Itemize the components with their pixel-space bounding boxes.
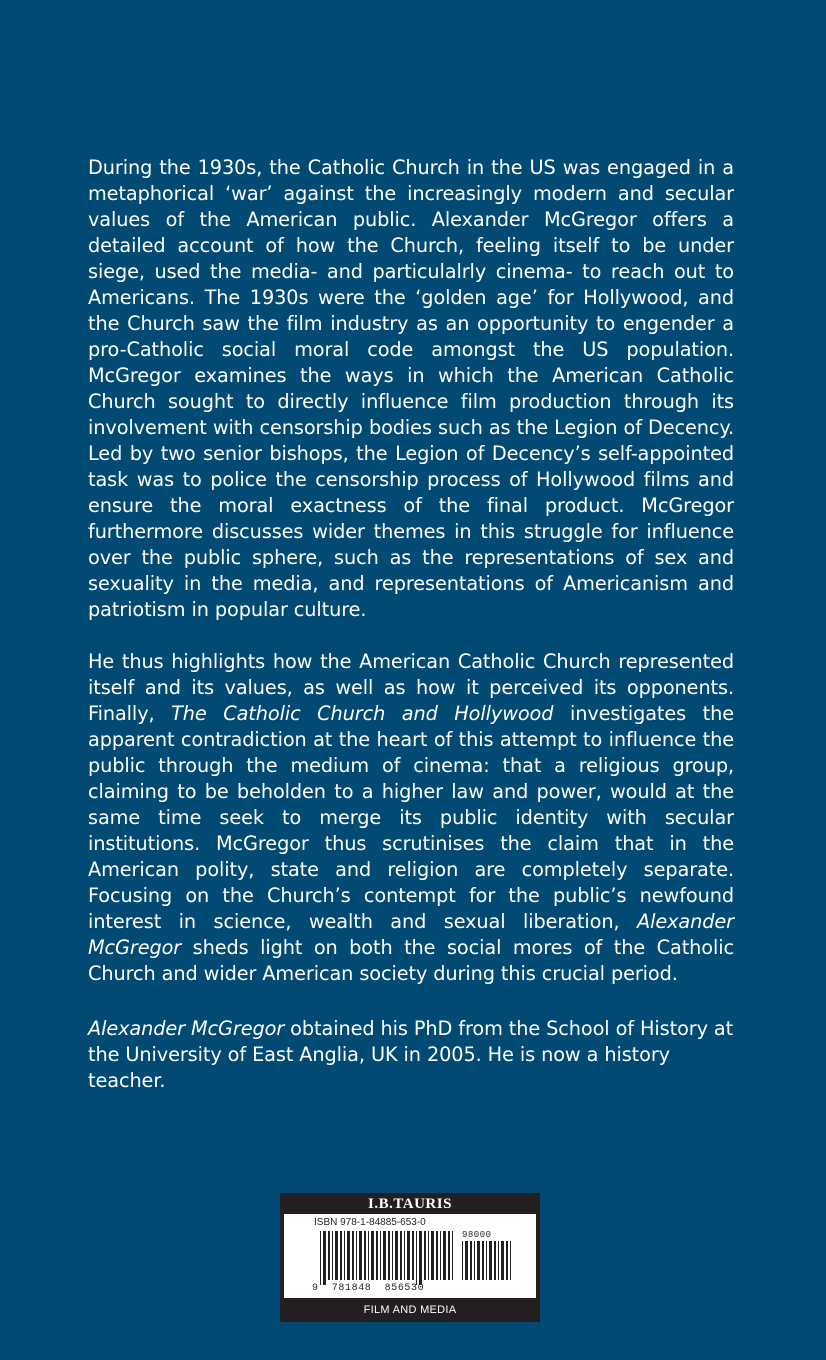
barcode-bar [428,1231,429,1280]
barcode-bar [407,1231,410,1280]
barcode-bar [477,1241,480,1280]
barcode-bar [388,1231,390,1280]
barcode-bar [368,1231,369,1280]
author-name: Alexander McGregor [88,1017,285,1040]
barcode-bar [436,1231,438,1280]
barcode-bar [424,1231,426,1280]
author-bio-text: obtained his PhD from the School of History at the University of East Anglia, UK in 2005. He is now a history teacher. [88,1017,734,1092]
barcode-bar [440,1231,441,1280]
barcode-bar [352,1231,354,1280]
barcode-bar [380,1231,381,1280]
barcode-bar [462,1241,463,1280]
barcode-bar [494,1241,496,1280]
author-bio-paragraph [88,1016,734,1094]
barcode-bar [489,1241,492,1280]
barcode-bar [364,1231,366,1280]
category-label: FILM AND MEDIA [363,1304,457,1316]
barcode-bar [376,1231,378,1280]
barcode-bar [412,1231,414,1280]
isbn-number: ISBN 978-1-84885-653-0 [314,1217,426,1228]
back-cover-blurb [88,155,734,987]
price-code: 98000 [462,1230,492,1240]
barcode-bar [501,1241,504,1280]
barcode-bar [498,1241,499,1280]
barcode-panel [280,1193,540,1322]
blurb-text-1: During the 1930s, the Catholic Church in the US was engaged in a metaphorical ‘war’ against the increasingly modern and secular values of the American public. Alexander McGregor offers a detailed account of how the Church, feeling itself to be under siege, used the media- and particulalrly cinema- to reach out to Americans. The 1930s were the ‘golden age’ for Hollywood, and the Church saw the film industry as an opportunity to engender a pro-Catholic social moral code amongst the US population. McGregor examines the ways in which the American Catholic Church sought to directly influence film production through its involvement with censorship bodies such as the Legion of Decency. Led by two senior bishops, the Legion of Decency’s self-appointed task was to police the censorship process of Hollywood films and ensure the moral exactness of the final product. McGregor furthermore discusses wider themes in this struggle for influence over the public sphere, such as the representations of sex and sexuality in the media, and representations of Americanism and patriotism in popular culture. [88,156,734,621]
blurb-paragraph-2 [88,649,734,987]
author-bio [88,1016,734,1094]
barcode-bar [320,1231,321,1285]
barcode-bar [416,1231,417,1285]
barcode-bar [392,1231,393,1280]
author-name-italic: Alexander McGregor [88,910,734,959]
barcode-bar [344,1231,345,1280]
barcode-bar [443,1231,446,1280]
blurb-text-2a: He thus highlights how the American Catholic Church represented itself and its values, as well as how it perceived its opponents. Finally, [88,650,734,725]
barcode-bar [465,1241,468,1280]
barcode-bar [371,1231,374,1280]
barcode-bar [419,1231,422,1285]
barcode-bar [448,1231,450,1280]
blurb-text-2c: sheds light on both the social mores of the Catholic Church and wider American society during this crucial period. [88,936,734,985]
barcode-bar [510,1241,511,1280]
barcode-bar [359,1231,362,1280]
barcode-bar [470,1241,472,1280]
barcode-bar [383,1231,386,1280]
blurb-text-2b: investigates the apparent contradiction at the heart of this attempt to influence the public through the medium of cinema: that a religious group, claiming to be beholden to a higher law and power, would at the same time seek to merge its public identity with secular institutions. McGregor thus scrutinises the claim that in the American polity, state and religion are completely separate. Focusing on the Church’s contempt for the public’s newfound interest in science, wealth and sexual liberation, [88,702,734,933]
barcode-bar [328,1231,330,1280]
barcode-bar [356,1231,357,1280]
barcode-bar [335,1231,338,1280]
barcode-digits: 9 781848 856530 [312,1283,425,1294]
barcode-area [284,1214,536,1298]
barcode-bar [431,1231,434,1280]
blurb-paragraph-1 [88,155,734,623]
barcode-bar [395,1231,398,1280]
barcode-bar [486,1241,487,1280]
barcode-bar [323,1231,326,1285]
publisher-logo: I.B.TAURIS [368,1196,452,1212]
barcode-bar [482,1241,484,1280]
barcode-bar [332,1231,333,1280]
ean-barcode [320,1231,456,1285]
price-barcode [462,1241,512,1285]
barcode-bar [347,1231,350,1280]
barcode-bar [400,1231,402,1280]
barcode-bar [474,1241,475,1280]
barcode-bar [506,1241,508,1280]
barcode-bar [404,1231,405,1280]
barcode-bar [452,1231,453,1280]
book-title-italic: The Catholic Church and Hollywood [171,702,554,725]
barcode-bar [340,1231,342,1280]
